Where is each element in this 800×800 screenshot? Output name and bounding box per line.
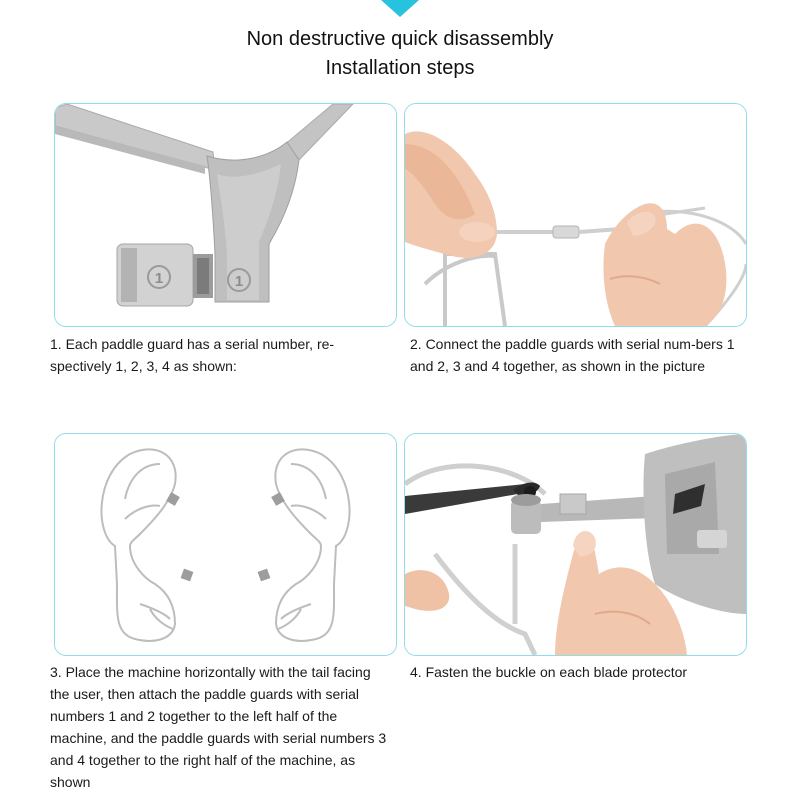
four-guards-layout-illustration — [55, 434, 396, 655]
step1-caption: 1. Each paddle guard has a serial number, re-spectively 1, 2, 3, 4 as shown: — [50, 336, 335, 374]
guard-connector-illustration — [55, 104, 396, 326]
hands-connecting-guards-illustration — [405, 104, 746, 326]
step3-caption: 3. Place the machine horizontally with the tail facing the user, then attach the paddle guards with serial numbers 1 and 2 together to the left half of the machine, and the paddle guards with serial numbers 3 and 4 together to the right half of the machine, as shown — [50, 664, 387, 790]
serial-number-right: 1 — [234, 273, 244, 290]
page-title: Non destructive quick disassembly — [246, 28, 554, 50]
page-subtitle: Installation steps — [325, 57, 475, 79]
fasten-buckle-illustration — [405, 434, 746, 655]
step2-image-panel — [404, 103, 747, 327]
step1-image-panel — [54, 103, 397, 327]
step4-caption: 4. Fasten the buckle on each blade protector — [410, 664, 688, 680]
step4-image-panel — [404, 433, 747, 656]
step3-image-panel — [54, 433, 397, 656]
serial-number-left: 1 — [154, 270, 164, 287]
header-arrow-icon — [381, 0, 419, 17]
step2-caption: 2. Connect the paddle guards with serial num-bers 1 and 2, 3 and 4 together, as shown in the picture — [410, 336, 735, 374]
